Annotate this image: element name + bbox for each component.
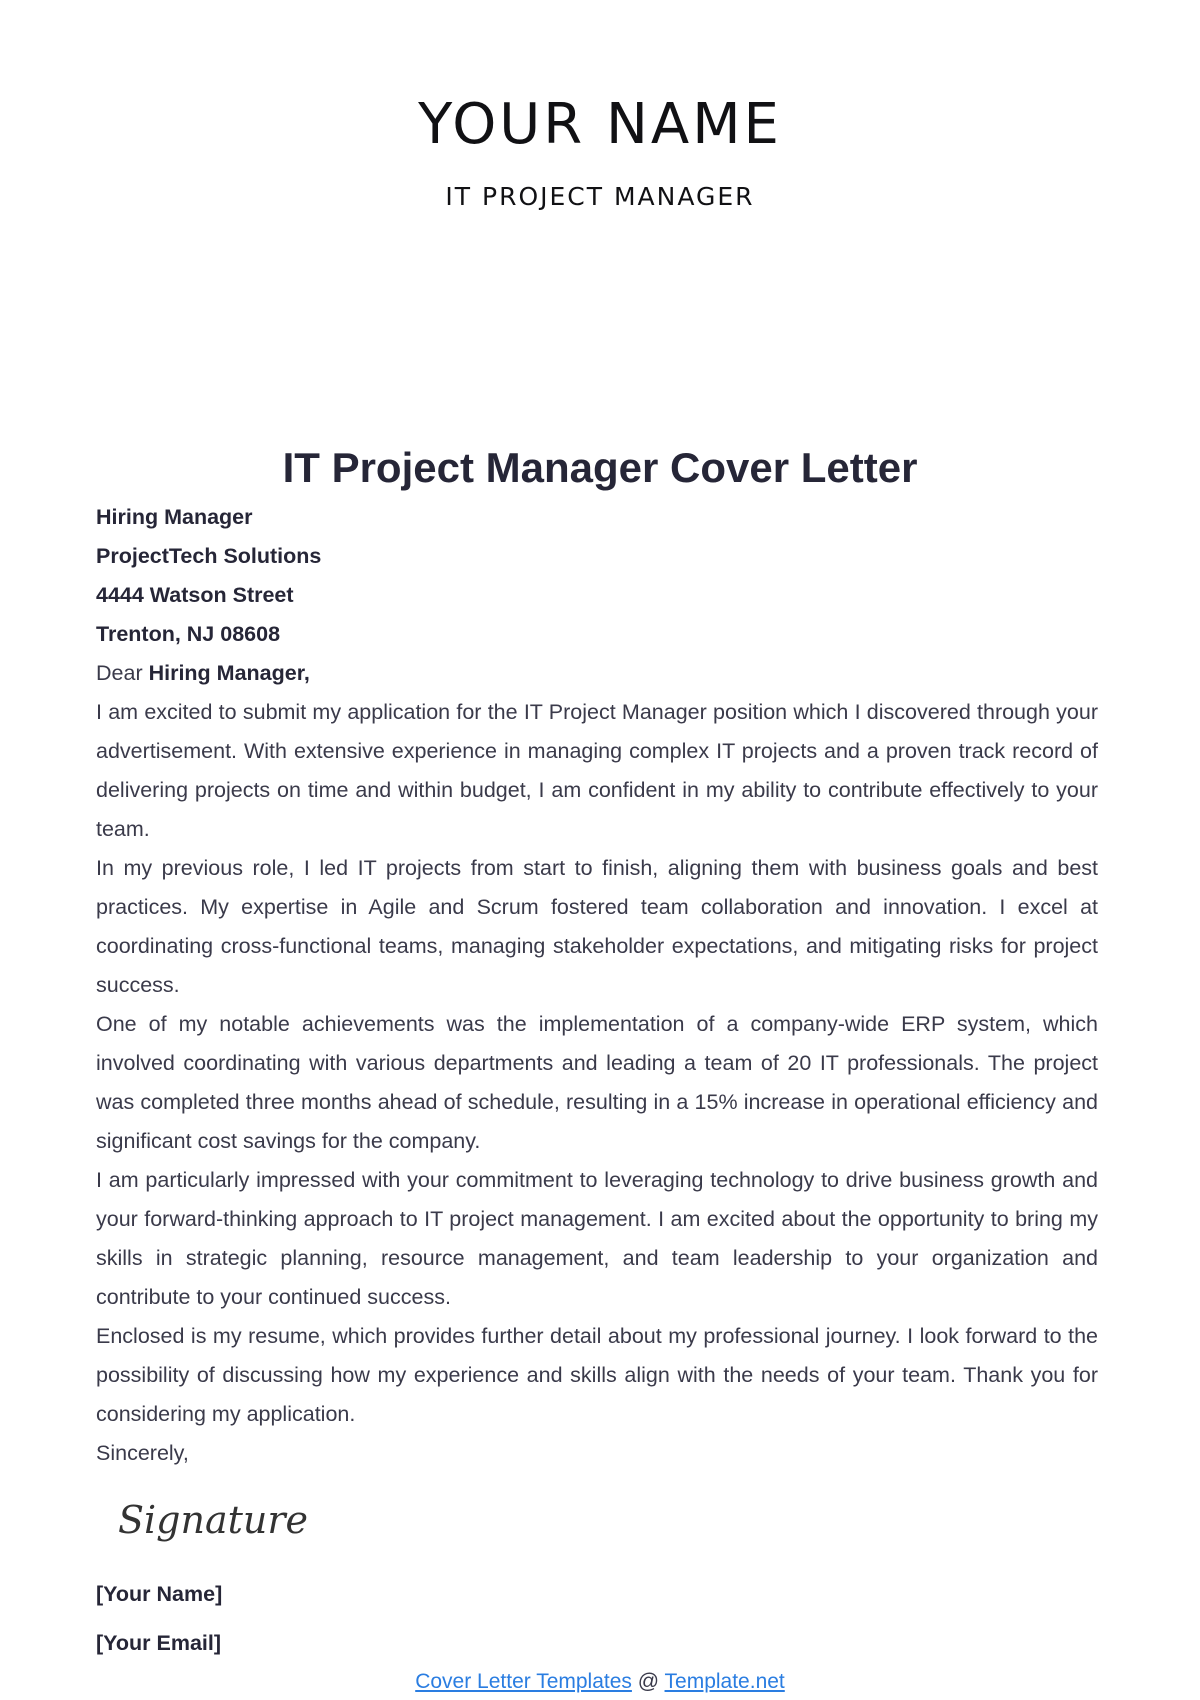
paragraph-4: I am particularly impressed with your commitment to leveraging technology to drive business growth and your forward-thinking approach to IT project management. I am excited about the opportunity to bring my skills in strategic planning, resource management, and team leadership to your organization and contribute to your continued success. <box>96 1168 1098 1309</box>
letter-body <box>96 498 1098 1473</box>
header-role: IT PROJECT MANAGER <box>445 182 755 211</box>
recipient-city: Trenton, NJ 08608 <box>96 622 281 646</box>
paragraph-1: I am excited to submit my application for the IT Project Manager position which I discovered through your advertisement. With extensive experience in managing complex IT projects and a proven track record of delivering projects on time and within budget, I am confident in my ability to contribute effectively to your team. <box>96 700 1098 841</box>
salutation-name: Hiring Manager, <box>148 661 310 685</box>
salutation-prefix: Dear <box>96 661 149 685</box>
salutation <box>96 654 1098 693</box>
footer <box>0 1670 1200 1694</box>
paragraph-5: Enclosed is my resume, which provides further detail about my professional journey. I look forward to the possibility of discussing how my experience and skills align with the needs of your team. Thank you for considering my application. <box>96 1324 1098 1426</box>
cover-letter-templates-link[interactable]: Cover Letter Templates <box>415 1670 632 1693</box>
signature-image: Signature <box>118 1498 309 1542</box>
recipient-street: 4444 Watson Street <box>96 583 294 607</box>
sender-email: [Your Email] <box>96 1631 222 1655</box>
paragraph-2: In my previous role, I led IT projects from start to finish, aligning them with business goals and best practices. My expertise in Agile and Scrum fostered team collaboration and innovation. I excel at coordinating cross-functional teams, managing stakeholder expectations, and mitigating risks for project success. <box>96 856 1098 997</box>
footer-separator: @ <box>631 1670 665 1693</box>
sender-name: [Your Name] <box>96 1582 223 1606</box>
closing: Sincerely, <box>96 1441 189 1465</box>
header-name: YOUR NAME <box>418 92 782 157</box>
document-title: IT Project Manager Cover Letter <box>282 444 918 491</box>
recipient-name: Hiring Manager <box>96 505 253 529</box>
template-net-link[interactable]: Template.net <box>664 1670 785 1693</box>
recipient-company: ProjectTech Solutions <box>96 544 322 568</box>
paragraph-3: One of my notable achievements was the implementation of a company-wide ERP system, which involved coordinating with various departments and leading a team of 20 IT professionals. The project was completed three months ahead of schedule, resulting in a 15% increase in operational efficiency and significant cost savings for the company. <box>96 1012 1098 1153</box>
